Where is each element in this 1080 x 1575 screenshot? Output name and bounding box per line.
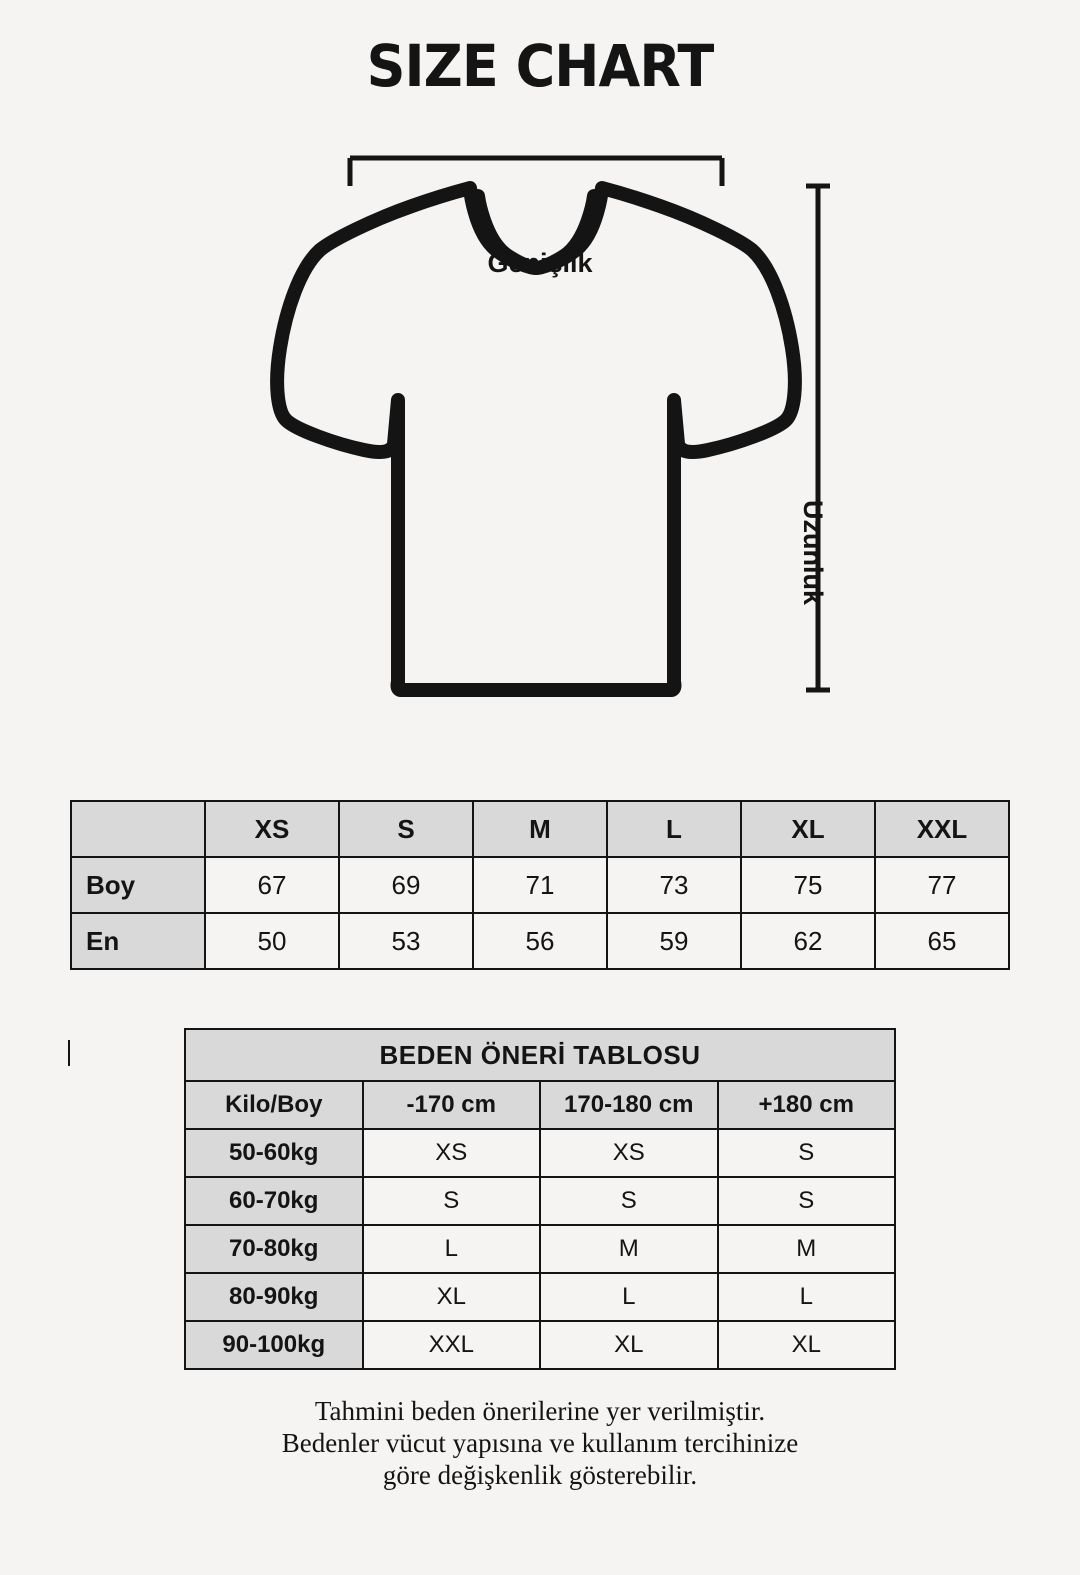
rec-cell-70-80-under170: L [363,1225,541,1273]
cell-en-xl: 62 [741,913,875,969]
rec-cell-90-100-under170: XXL [363,1321,541,1369]
length-label: Uzunluk [798,500,828,605]
size-header-s: S [339,801,473,857]
cell-boy-xs: 67 [205,857,339,913]
rec-cell-90-100-over180: XL [718,1321,896,1369]
cell-boy-s: 69 [339,857,473,913]
table-row [185,1129,895,1177]
rec-header-under-170: -170 cm [363,1081,541,1129]
recommendation-title-row [185,1029,895,1081]
footnote-line-2: Bedenler vücut yapısına ve kullanım tercihinize [281,1427,799,1458]
cell-boy-xxl: 77 [875,857,1009,913]
tshirt-illustration [0,100,1080,800]
table-row [185,1273,895,1321]
rec-cell-60-70-over180: S [718,1177,896,1225]
rec-cell-80-90-under170: XL [363,1273,541,1321]
rec-cell-90-100-170180: XL [540,1321,718,1369]
rec-cell-80-90-over180: L [718,1273,896,1321]
size-header-xxl: XXL [875,801,1009,857]
rec-row-label-80-90: 80-90kg [185,1273,363,1321]
table-row [71,913,1009,969]
row-label-en: En [71,913,205,969]
rec-cell-80-90-170180: L [540,1273,718,1321]
rec-row-label-70-80: 70-80kg [185,1225,363,1273]
recommendation-header-row [185,1081,895,1129]
rec-row-label-50-60: 50-60kg [185,1129,363,1177]
length-bracket [806,186,830,690]
cell-en-xs: 50 [205,913,339,969]
rec-cell-60-70-170180: S [540,1177,718,1225]
size-header-l: L [607,801,741,857]
rec-cell-50-60-170180: XS [540,1129,718,1177]
table-row [185,1321,895,1369]
table-row [71,857,1009,913]
cell-en-l: 59 [607,913,741,969]
rec-cell-70-80-over180: M [718,1225,896,1273]
rec-header-kilo-boy: Kilo/Boy [185,1081,363,1129]
size-header-xl: XL [741,801,875,857]
cell-boy-m: 71 [473,857,607,913]
footnote-line-3: göre değişkenlik gösterebilir. [382,1459,698,1490]
cell-en-s: 53 [339,913,473,969]
cell-boy-l: 73 [607,857,741,913]
cell-en-xxl: 65 [875,913,1009,969]
rec-row-label-90-100: 90-100kg [185,1321,363,1369]
width-bracket [350,158,722,186]
table-row [185,1225,895,1273]
table-corner-cell [71,801,205,857]
cell-boy-xl: 75 [741,857,875,913]
width-label: Genişlik [487,248,593,278]
size-header-xs: XS [205,801,339,857]
table-row [185,1177,895,1225]
footnote [0,1396,1080,1492]
size-header-m: M [473,801,607,857]
rec-cell-50-60-under170: XS [363,1129,541,1177]
row-label-boy: Boy [71,857,205,913]
footnote-line-1: Tahmini beden önerilerine yer verilmiştir. [314,1396,766,1426]
rec-header-170-180: 170-180 cm [540,1081,718,1129]
rec-cell-60-70-under170: S [363,1177,541,1225]
rec-cell-70-80-170180: M [540,1225,718,1273]
page-title: SIZE CHART [366,32,714,100]
recommendation-table [184,1028,896,1370]
measurement-table [70,800,1010,970]
rec-cell-50-60-over180: S [718,1129,896,1177]
recommendation-title: BEDEN ÖNERİ TABLOSU [185,1029,895,1081]
stray-tick-mark [68,1040,70,1066]
cell-en-m: 56 [473,913,607,969]
table-header-row [71,801,1009,857]
rec-row-label-60-70: 60-70kg [185,1177,363,1225]
rec-header-over-180: +180 cm [718,1081,896,1129]
tshirt-diagram [0,100,1080,800]
